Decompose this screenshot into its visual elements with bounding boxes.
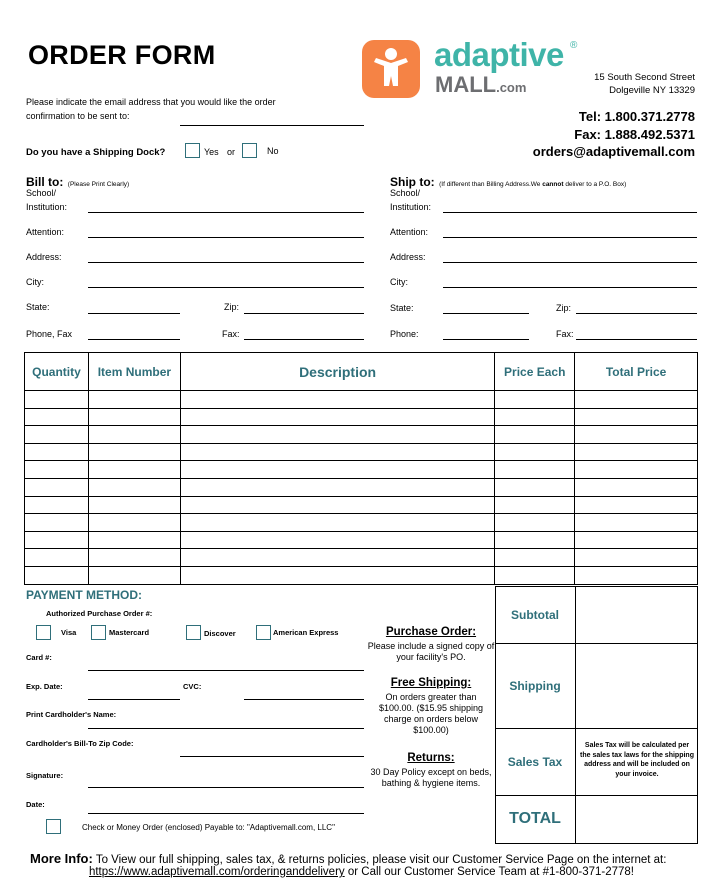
bill-state-label: State: xyxy=(26,302,50,312)
description-cell[interactable] xyxy=(180,461,494,479)
footer-info xyxy=(30,851,700,866)
ship-address-label: Address: xyxy=(390,252,426,262)
table-row xyxy=(25,496,698,514)
bill-to-title: Bill to: xyxy=(26,175,64,189)
ship-to-note-post: deliver to a P.O. Box) xyxy=(563,181,627,188)
totals-divider-2 xyxy=(495,728,698,729)
email-prompt-line1: Please indicate the email address that you would like the order xyxy=(26,97,276,107)
quantity-cell[interactable] xyxy=(25,478,89,496)
bill-address-field[interactable] xyxy=(88,262,364,263)
fax: Fax: 1.888.492.5371 xyxy=(574,127,695,142)
item-number-cell[interactable] xyxy=(88,549,180,567)
description-cell[interactable] xyxy=(180,514,494,532)
price-each-cell[interactable] xyxy=(495,566,575,584)
bill-institution-label: Institution: xyxy=(26,202,68,212)
card-number-label: Card #: xyxy=(26,653,52,662)
ship-state-field[interactable] xyxy=(443,313,529,314)
items-table xyxy=(24,352,698,585)
table-row xyxy=(25,408,698,426)
returns-title: Returns: xyxy=(407,752,455,764)
ship-to-note-pre: (If different than Billing Address.We xyxy=(439,181,543,188)
col-description: Description xyxy=(180,353,494,391)
visa-label: Visa xyxy=(61,628,77,637)
bill-phone-field[interactable] xyxy=(88,339,180,340)
col-item-number: Item Number xyxy=(88,353,180,391)
payment-heading: PAYMENT METHOD: xyxy=(26,588,143,602)
quantity-cell[interactable] xyxy=(25,426,89,444)
quantity-cell[interactable] xyxy=(25,566,89,584)
col-total-price: Total Price xyxy=(575,353,698,391)
amex-label: American Express xyxy=(273,628,339,637)
ship-fax-label: Fax: xyxy=(556,329,574,339)
totals-box xyxy=(495,586,698,844)
quantity-cell[interactable] xyxy=(25,408,89,426)
item-number-cell[interactable] xyxy=(88,426,180,444)
returns-text: 30 Day Policy except on beds, bathing & hygiene items. xyxy=(370,767,492,788)
table-row xyxy=(25,426,698,444)
item-number-cell[interactable] xyxy=(88,566,180,584)
table-row xyxy=(25,461,698,479)
ship-state-label: State: xyxy=(390,303,414,313)
ship-phone-label: Phone: xyxy=(390,329,419,339)
price-each-cell[interactable] xyxy=(495,496,575,514)
table-row xyxy=(25,566,698,584)
table-row xyxy=(25,478,698,496)
table-row xyxy=(25,514,698,532)
table-row xyxy=(25,549,698,567)
total-price-cell[interactable] xyxy=(575,391,698,409)
footer-lead: More Info: xyxy=(30,851,93,866)
ship-attention-field[interactable] xyxy=(443,237,697,238)
mastercard-checkbox[interactable] xyxy=(91,625,106,640)
signature-field[interactable] xyxy=(88,787,364,788)
dock-no-label: No xyxy=(267,146,279,156)
price-each-cell[interactable] xyxy=(495,426,575,444)
total-price-cell[interactable] xyxy=(575,443,698,461)
person-icon xyxy=(362,40,420,98)
quantity-cell[interactable] xyxy=(25,461,89,479)
price-each-cell[interactable] xyxy=(495,391,575,409)
item-number-cell[interactable] xyxy=(88,514,180,532)
cardholder-name-field[interactable] xyxy=(88,728,364,729)
dock-question: Do you have a Shipping Dock? xyxy=(26,147,166,158)
dock-or-label: or xyxy=(227,147,236,157)
sales-tax-note: Sales Tax will be calculated per the sales tax laws for the shipping address and will be included on your invoice. xyxy=(580,742,694,778)
signature-label: Signature: xyxy=(26,771,64,780)
cardholder-zip-field[interactable] xyxy=(180,756,364,757)
bill-zip-field[interactable] xyxy=(244,313,364,314)
table-header-row xyxy=(25,353,698,391)
bill-institution-field[interactable] xyxy=(88,212,364,213)
quantity-cell[interactable] xyxy=(25,531,89,549)
bill-zip-label: Zip: xyxy=(224,302,240,312)
address-line1: 15 South Second Street xyxy=(594,72,695,83)
ship-attention-label: Attention: xyxy=(390,227,429,237)
po-title: Purchase Order: xyxy=(385,626,477,638)
bill-phone-label: Phone, Fax xyxy=(26,329,73,339)
totals-divider-3 xyxy=(495,795,698,796)
ship-fax-field[interactable] xyxy=(576,339,697,340)
item-number-cell[interactable] xyxy=(88,496,180,514)
shipping-label: Shipping xyxy=(509,679,561,693)
ship-zip-field[interactable] xyxy=(576,313,697,314)
description-cell[interactable] xyxy=(180,426,494,444)
bill-fax-field[interactable] xyxy=(244,339,364,340)
bill-city-label: City: xyxy=(26,277,44,287)
totals-divider-1 xyxy=(495,643,698,644)
description-cell[interactable] xyxy=(180,549,494,567)
ship-institution-label: Institution: xyxy=(390,202,432,212)
price-each-cell[interactable] xyxy=(495,514,575,532)
description-cell[interactable] xyxy=(180,443,494,461)
email-prompt-line2: confirmation to be sent to: xyxy=(26,111,130,121)
total-price-cell[interactable] xyxy=(575,496,698,514)
table-row xyxy=(25,443,698,461)
col-quantity: Quantity xyxy=(25,353,89,391)
amex-checkbox[interactable] xyxy=(256,625,271,640)
exp-date-label: Exp. Date: xyxy=(26,682,63,691)
footer-line2 xyxy=(0,866,723,878)
total-price-cell[interactable] xyxy=(575,531,698,549)
mastercard-label: Mastercard xyxy=(109,628,150,637)
tel: Tel: 1.800.371.2778 xyxy=(578,109,695,124)
check-money-order-label: Check or Money Order (enclosed) Payable to: "Adaptivemall.com, LLC" xyxy=(82,823,335,832)
total-price-cell[interactable] xyxy=(575,566,698,584)
exp-date-field[interactable] xyxy=(88,699,180,700)
ship-address-field[interactable] xyxy=(443,262,697,263)
total-price-cell[interactable] xyxy=(575,426,698,444)
description-cell[interactable] xyxy=(180,566,494,584)
description-cell[interactable] xyxy=(180,391,494,409)
po-number-label: Authorized Purchase Order #: xyxy=(46,609,153,618)
totals-divider-vertical xyxy=(575,586,576,844)
quantity-cell[interactable] xyxy=(25,496,89,514)
date-label: Date: xyxy=(26,800,45,809)
bill-attention-field[interactable] xyxy=(88,237,364,238)
item-number-cell[interactable] xyxy=(88,478,180,496)
ship-institution-field[interactable] xyxy=(443,212,697,213)
discover-label: Discover xyxy=(204,629,236,638)
check-money-order-checkbox[interactable] xyxy=(46,819,61,834)
email-link[interactable]: orders@adaptivemall.com xyxy=(532,144,695,159)
footer-text: To View our full shipping, sales tax, & returns policies, please visit our Customer Service Page on the internet at: xyxy=(92,854,667,866)
cvc-label: CVC: xyxy=(183,682,202,691)
total-price-cell[interactable] xyxy=(575,514,698,532)
po-text: Please include a signed copy of your facility's PO. xyxy=(367,641,495,662)
bill-address-label: Address: xyxy=(26,252,62,262)
ship-city-label: City: xyxy=(390,277,408,287)
bill-city-field[interactable] xyxy=(88,287,364,288)
card-number-field[interactable] xyxy=(88,670,364,671)
price-each-cell[interactable] xyxy=(495,478,575,496)
item-number-cell[interactable] xyxy=(88,443,180,461)
description-cell[interactable] xyxy=(180,496,494,514)
address-line2: Dolgeville NY 13329 xyxy=(609,85,695,96)
logo-brand-top: adaptive xyxy=(434,36,564,73)
bill-attention-label: Attention: xyxy=(26,227,65,237)
description-cell[interactable] xyxy=(180,408,494,426)
bill-to-note: (Please Print Clearly) xyxy=(67,181,130,188)
ship-zip-label: Zip: xyxy=(556,303,572,313)
logo-mall: MALL xyxy=(435,72,497,97)
logo-reg: ® xyxy=(570,40,578,51)
page-title: ORDER FORM xyxy=(28,40,216,70)
total-price-cell[interactable] xyxy=(575,408,698,426)
price-each-cell[interactable] xyxy=(495,443,575,461)
table-row xyxy=(25,391,698,409)
quantity-cell[interactable] xyxy=(25,443,89,461)
bill-fax-label: Fax: xyxy=(222,329,240,339)
subtotal-label: Subtotal xyxy=(511,608,559,622)
logo-suffix: .com xyxy=(496,80,527,95)
discover-checkbox[interactable] xyxy=(186,625,201,640)
ship-to-note-bold: cannot xyxy=(542,181,564,188)
total-price-cell[interactable] xyxy=(575,461,698,479)
customer-service-link[interactable]: https://www.adaptivemall.com/orderinganddelivery xyxy=(88,866,345,878)
quantity-cell[interactable] xyxy=(25,549,89,567)
item-number-cell[interactable] xyxy=(88,461,180,479)
sales-tax-label: Sales Tax xyxy=(507,755,563,769)
ship-phone-field[interactable] xyxy=(443,339,529,340)
price-each-cell[interactable] xyxy=(495,549,575,567)
dock-yes-checkbox[interactable] xyxy=(185,143,200,158)
free-shipping-text: On orders greater than $100.00. ($15.95 shipping charge on orders below $100.00) xyxy=(378,692,484,735)
ship-city-field[interactable] xyxy=(443,287,697,288)
ship-to-title: Ship to: xyxy=(390,175,435,189)
item-number-cell[interactable] xyxy=(88,408,180,426)
bill-state-field[interactable] xyxy=(88,313,180,314)
price-each-cell[interactable] xyxy=(495,461,575,479)
cvc-field[interactable] xyxy=(244,699,364,700)
ship-to-heading xyxy=(390,173,626,191)
table-row xyxy=(25,531,698,549)
cardholder-name-label: Print Cardholder's Name: xyxy=(26,710,117,719)
quantity-cell[interactable] xyxy=(25,514,89,532)
total-price-cell[interactable] xyxy=(575,549,698,567)
bill-school-label: School/ xyxy=(26,188,57,198)
total-label: TOTAL xyxy=(509,810,561,827)
item-number-cell[interactable] xyxy=(88,391,180,409)
footer-text2: or Call our Customer Service Team at #1-800-371-2778! xyxy=(344,866,635,878)
date-field[interactable] xyxy=(88,813,364,814)
total-price-cell[interactable] xyxy=(575,478,698,496)
description-cell[interactable] xyxy=(180,531,494,549)
price-each-cell[interactable] xyxy=(495,408,575,426)
logo-brand-bottom xyxy=(435,72,526,98)
ship-school-label: School/ xyxy=(390,188,421,198)
email-field[interactable] xyxy=(180,125,364,126)
free-shipping-title: Free Shipping: xyxy=(390,677,472,689)
visa-checkbox[interactable] xyxy=(36,625,51,640)
cardholder-zip-label: Cardholder's Bill-To Zip Code: xyxy=(26,739,134,748)
item-number-cell[interactable] xyxy=(88,531,180,549)
price-each-cell[interactable] xyxy=(495,531,575,549)
col-price-each: Price Each xyxy=(495,353,575,391)
logo xyxy=(362,36,582,100)
dock-no-checkbox[interactable] xyxy=(242,143,257,158)
description-cell[interactable] xyxy=(180,478,494,496)
dock-yes-label: Yes xyxy=(204,147,219,157)
quantity-cell[interactable] xyxy=(25,391,89,409)
